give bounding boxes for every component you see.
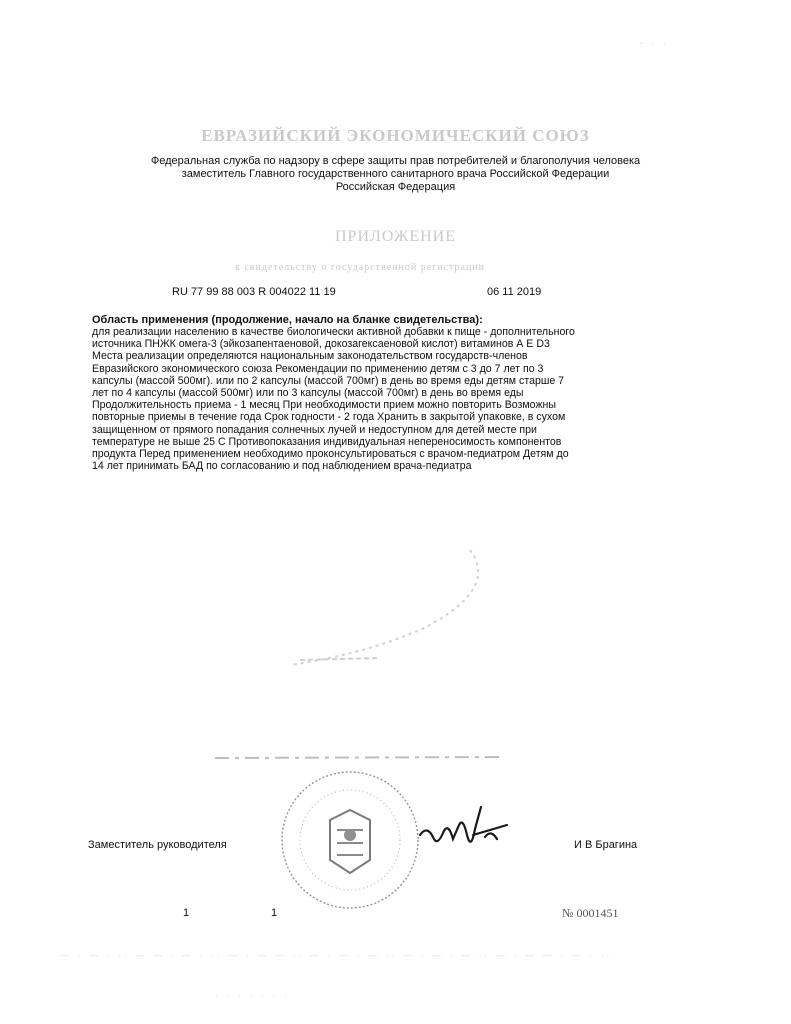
registration-date: 06 11 2019 bbox=[487, 286, 542, 298]
scope-line: для реализации населению в качестве биологически активной добавки к пище - дополнительного bbox=[92, 326, 575, 338]
scope-line: Продолжительность приема - 1 месяц При необходимости прием можно повторить Возможны bbox=[92, 399, 557, 412]
scope-line: Евразийского экономического союза Рекомендации по применению детям с 3 до 7 лет по 3 bbox=[92, 362, 544, 375]
faint-dashed-line bbox=[215, 752, 515, 764]
handwritten-signature bbox=[415, 795, 510, 865]
official-line: заместитель Главного государственного санитарного врача Российской Федерации bbox=[181, 168, 610, 180]
round-stamp bbox=[275, 765, 425, 915]
footer-page-left: 1 bbox=[183, 907, 190, 919]
faded-union-title: ЕВРАЗИЙСКИЙ ЭКОНОМИЧЕСКИЙ СОЮЗ bbox=[201, 126, 590, 145]
form-serial-number: № 0001451 bbox=[562, 906, 619, 920]
scope-line: капсулы (массой 500мг). или по 2 капсулы (массой 700мг) в день во время еды детям старше 7 bbox=[92, 374, 565, 387]
scope-line: 14 лет принимать БАД по согласованию и под наблюдением врача-педиатра bbox=[92, 460, 472, 473]
signer-position: Заместитель руководителя bbox=[88, 839, 227, 851]
scope-line: защищенном от прямого попадания солнечных лучей и недоступном для детей месте при bbox=[92, 423, 537, 436]
scope-heading: Область применения (продолжение, начало на бланке свидетельства): bbox=[92, 314, 483, 326]
scan-noise-top: - · · bbox=[640, 38, 669, 48]
scope-line: Места реализации определяются национальным законодательством государств-членов bbox=[92, 350, 528, 363]
scope-line: температуре не выше 25 С Противопоказания индивидуальная непереносимость компонентов bbox=[92, 435, 562, 448]
scan-noise-footer: — · — · ·· — — · — · ·· — · — — ·· — · — · — ·· — · — · — ·· — · — — · — · ·· bbox=[60, 950, 613, 960]
scope-line: повторные приемы в течение года Срок годности - 2 года Хранить в закрытой упаковке, в сухом bbox=[92, 411, 566, 424]
scan-noise-footer-2: · · · · · · · bbox=[215, 990, 290, 1000]
scope-body bbox=[92, 326, 672, 472]
faint-stroke-mark bbox=[270, 540, 510, 680]
scope-line: продукта Перед применением необходимо проконсультироваться с врачом-педиатром Детям до bbox=[92, 448, 569, 461]
agency-line: Федеральная служба по надзору в сфере защиты прав потребителей и благополучия человека bbox=[150, 155, 641, 167]
country-line: Российская Федерация bbox=[335, 181, 456, 193]
registration-number: RU 77 99 88 003 R 004022 11 19 bbox=[172, 286, 336, 298]
scope-line: лет по 4 капсулы (массой 500мг) или по 3 капсулы (массой 700мг) в день во время еды bbox=[92, 387, 524, 400]
footer-page-right: 1 bbox=[271, 907, 278, 919]
faded-caption: к свидетельству о государственной регистрации bbox=[234, 262, 486, 273]
scope-line: источника ПНЖК омега-3 (эйкозапентаеновой, докозагексаеновой кислот) витаминов А Е D3 bbox=[92, 338, 550, 351]
signer-name: И В Брагина bbox=[574, 839, 638, 851]
faded-annex-title: ПРИЛОЖЕНИЕ bbox=[334, 228, 456, 245]
